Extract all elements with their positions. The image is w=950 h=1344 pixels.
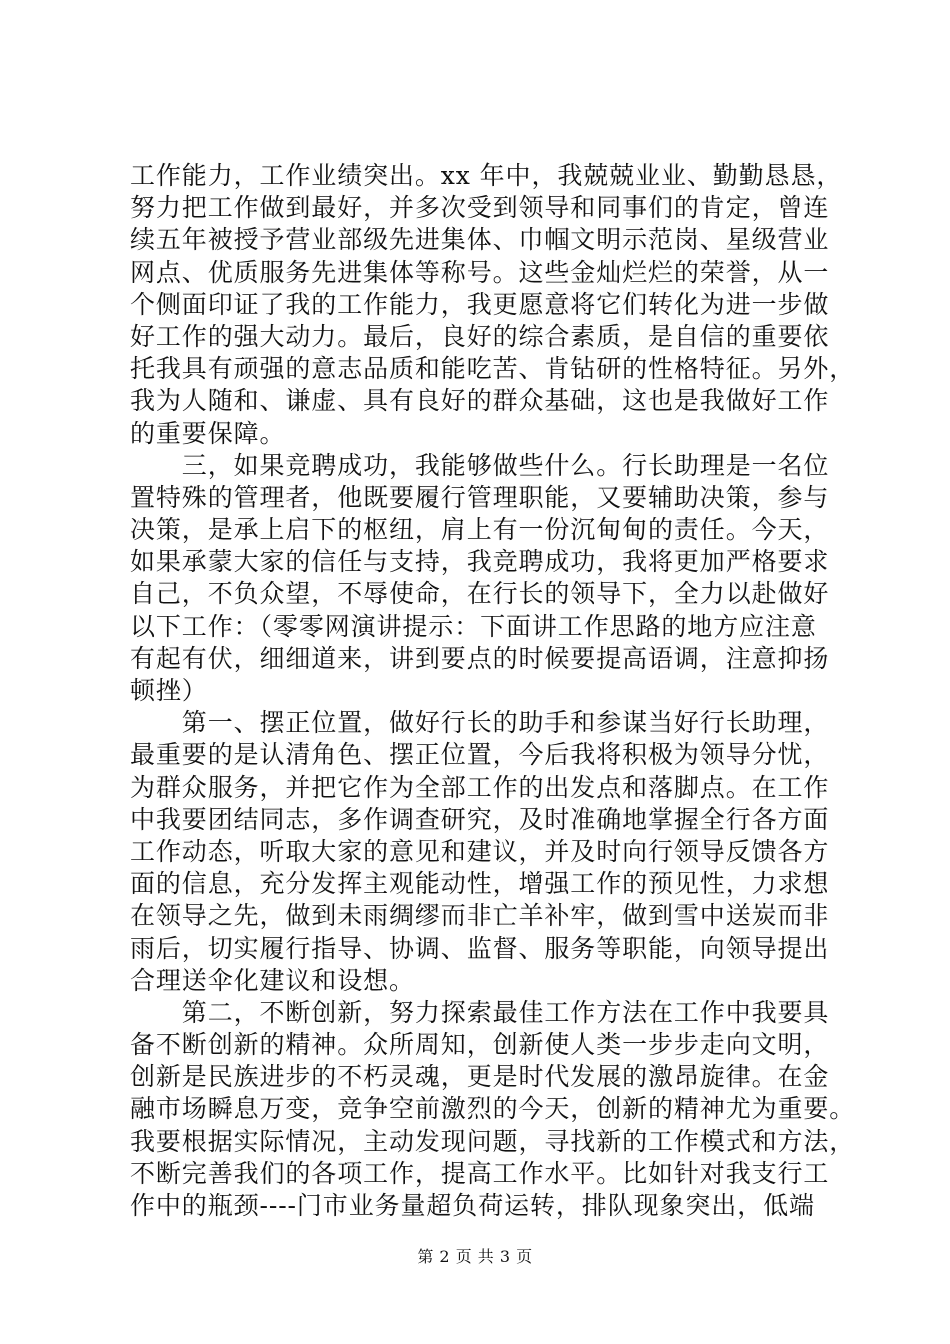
text-line: 的重要保障。: [130, 418, 286, 448]
text-line: 工作能力，工作业绩突出。xx 年中，我兢兢业业、勤勤恳恳，: [130, 161, 843, 190]
text-line: 最重要的是认清角色、摆正位置，今后我将积极为领导分忧，: [130, 740, 830, 770]
text-line: 为群众服务，并把它作为全部工作的出发点和落脚点。在工作: [130, 772, 830, 802]
text-line: 雨后，切实履行指导、协调、监督、服务等职能，向领导提出: [130, 933, 830, 963]
text-line: 努力把工作做到最好，并多次受到领导和同事们的肯定，曾连: [130, 193, 830, 223]
text-line: 决策，是承上启下的枢纽，肩上有一份沉甸甸的责任。今天，: [130, 515, 830, 545]
page-footer: 第 2 页 共 3 页: [417, 1247, 533, 1266]
text-line: 网点、优质服务先进集体等称号。这些金灿烂烂的荣誉，从一: [130, 257, 830, 287]
text-line: 在领导之先，做到未雨绸缪而非亡羊补牢，做到雪中送炭而非: [130, 901, 830, 931]
text-line: 备不断创新的精神。众所周知，创新使人类一步步走向文明，: [130, 1030, 830, 1060]
text-line: 我要根据实际情况，主动发现问题，寻找新的工作模式和方法，: [130, 1126, 856, 1156]
text-line: 如果承蒙大家的信任与支持，我竞聘成功，我将更加严格要求: [130, 547, 830, 577]
text-line: 面的信息，充分发挥主观能动性，增强工作的预见性，力求想: [130, 869, 830, 899]
text-line: 有起有伏，细细道来，讲到要点的时候要提高语调，注意抑扬: [130, 643, 830, 673]
body-text: [130, 160, 856, 1222]
text-line: 中我要团结同志，多作调查研究，及时准确地掌握全行各方面: [130, 804, 830, 834]
text-line: 续五年被授予营业部级先进集体、巾帼文明示范岗、星级营业: [130, 225, 830, 255]
text-line: 自己，不负众望，不辱使命，在行长的领导下，全力以赴做好: [130, 579, 830, 609]
text-line: 我为人随和、谦虚、具有良好的群众基础，这也是我做好工作: [130, 386, 830, 416]
text-line: 第一、摆正位置，做好行长的助手和参谋当好行长助理，: [130, 708, 830, 738]
text-line: 以下工作：（零零网演讲提示：下面讲工作思路的地方应注意: [130, 611, 817, 641]
text-line: 合理送伞化建议和设想。: [130, 965, 415, 995]
text-line: 托我具有顽强的意志品质和能吃苦、肯钻研的性格特征。另外，: [130, 354, 856, 384]
text-line: 不断完善我们的各项工作，提高工作水平。比如针对我支行工: [130, 1158, 830, 1188]
text-line: 好工作的强大动力。最后，良好的综合素质，是自信的重要依: [130, 321, 830, 351]
text-line: 顿挫）: [130, 676, 208, 705]
text-line: 创新是民族进步的不朽灵魂，更是时代发展的激昂旋律。在金: [130, 1062, 830, 1092]
text-line: 置特殊的管理者，他既要履行管理职能，又要辅助决策，参与: [130, 482, 830, 512]
text-line: 第二，不断创新，努力探索最佳工作方法在工作中我要具: [130, 997, 830, 1027]
text-line: 作中的瓶颈----门市业务量超负荷运转，排队现象突出，低端: [130, 1191, 815, 1220]
text-line: 个侧面印证了我的工作能力，我更愿意将它们转化为进一步做: [130, 289, 830, 319]
text-line: 融市场瞬息万变，竞争空前激烈的今天，创新的精神尤为重要。: [130, 1094, 856, 1124]
text-line: 工作动态，听取大家的意见和建议，并及时向行领导反馈各方: [130, 836, 830, 866]
text-line: 三，如果竞聘成功，我能够做些什么。行长助理是一名位: [130, 450, 830, 480]
